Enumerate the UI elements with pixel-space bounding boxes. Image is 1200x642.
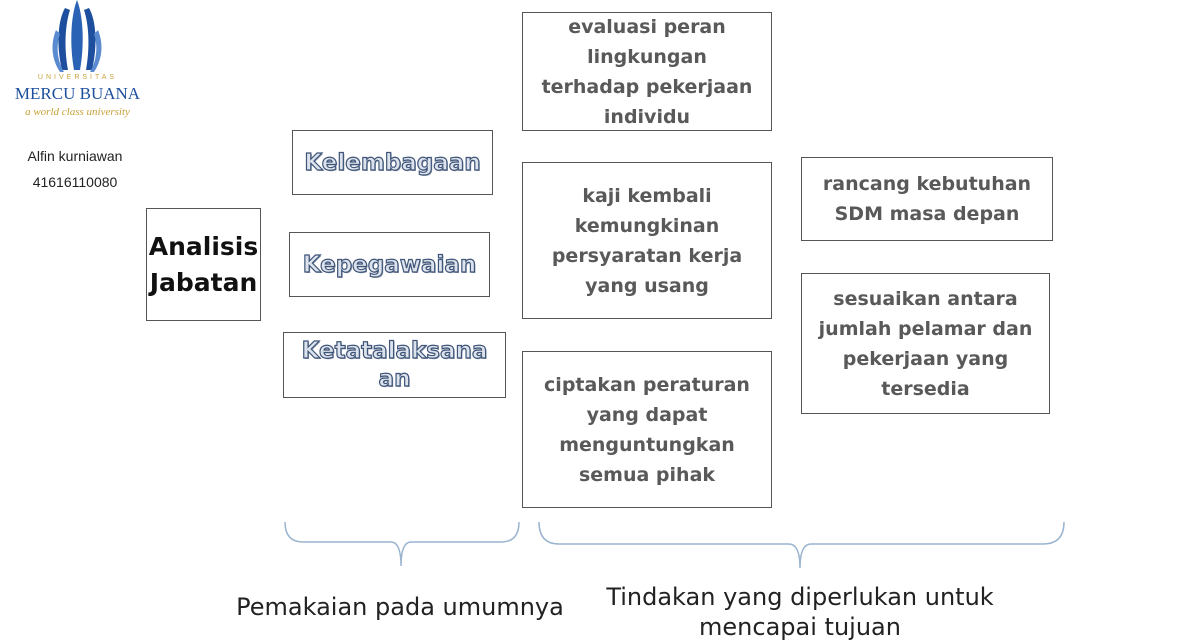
logo-universitas-text: UNIVERSITAS: [37, 74, 118, 81]
action-label: sesuaikan antara jumlah pelamar dan pekerjaan yang tersedia: [818, 287, 1033, 400]
brace-right: [537, 520, 1067, 572]
action-box-kaji-kembali: [522, 162, 772, 319]
logo-name-text: MERCU BUANA: [14, 84, 141, 103]
root-label-line2: Jabatan: [149, 267, 258, 297]
use-label: Kepegawaian: [302, 251, 477, 278]
use-label: Kelembagaan: [304, 149, 481, 176]
author-name: Alfin kurniawan: [27, 148, 123, 164]
action-label: ciptakan peraturan yang dapat menguntungkan semua pihak: [544, 373, 750, 486]
use-box-kelembagaan: [292, 130, 493, 195]
use-box-ketatalaksanaan: [283, 332, 506, 398]
author-id: 41616110080: [32, 174, 118, 190]
action-box-rancang: [801, 157, 1053, 241]
root-label-line1: Analisis: [148, 231, 259, 261]
university-logo: [10, 0, 145, 125]
action-box-evaluasi: [522, 12, 772, 131]
author-block: [0, 143, 150, 195]
use-label: Ketatalaksanaan: [301, 338, 488, 392]
logo-tagline-text: a world class university: [25, 106, 130, 118]
action-label: kaji kembali kemungkinan persyaratan kerja yang usang: [551, 184, 743, 297]
brace-left: [283, 520, 523, 570]
action-label: evaluasi peran lingkungan terhadap pekerjaan individu: [541, 15, 753, 128]
caption-right: Tindakan yang diperlukan untuk mencapai tujuan: [606, 583, 994, 641]
caption-left: Pemakaian pada umumnya: [236, 593, 564, 621]
action-box-ciptakan: [522, 351, 772, 508]
use-box-kepegawaian: [289, 232, 490, 297]
action-label: rancang kebutuhan SDM masa depan: [822, 173, 1032, 225]
action-box-sesuaikan: [801, 273, 1050, 414]
root-box-analisis-jabatan: [146, 208, 261, 321]
mercu-buana-emblem-icon: [10, 0, 145, 78]
